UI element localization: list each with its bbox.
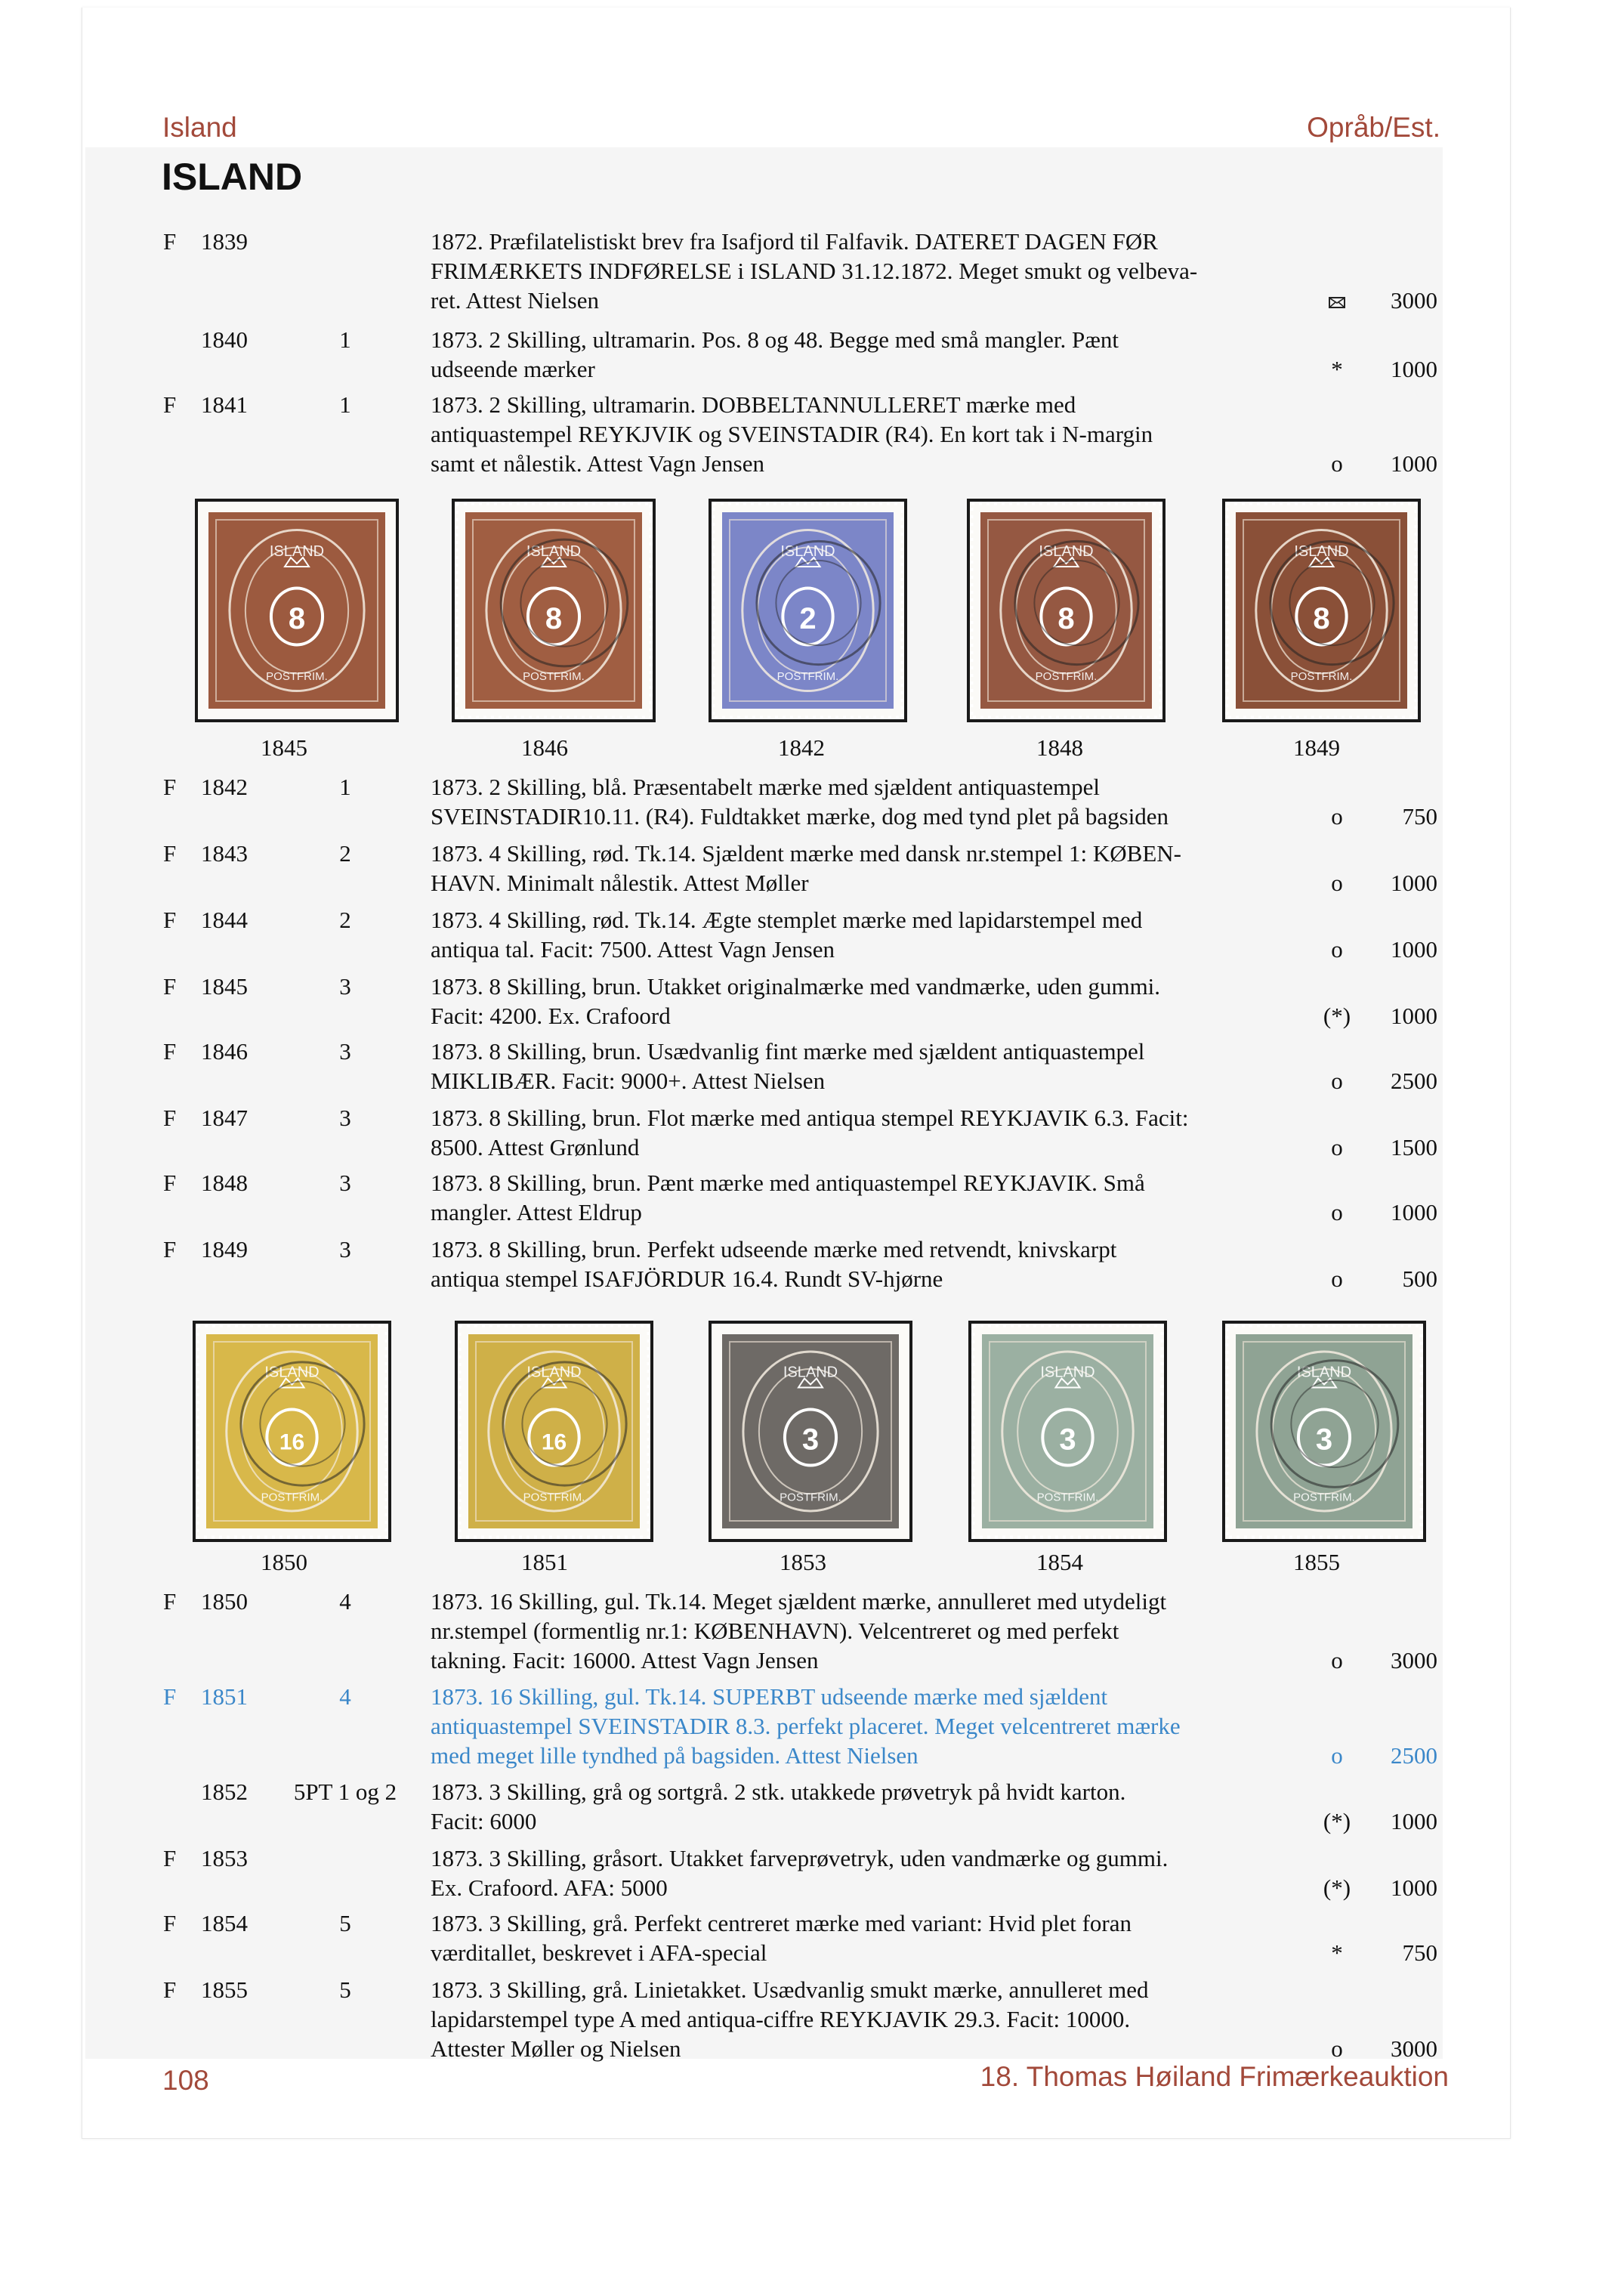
condition-symbol: o <box>1331 936 1343 963</box>
lot-number: 1845 <box>201 973 248 1000</box>
svg-text:ISLAND: ISLAND <box>1296 1364 1352 1381</box>
svg-text:POSTFRIM.: POSTFRIM. <box>776 670 839 683</box>
stamp-photo-caption: 1842 <box>778 734 825 761</box>
lot-photo-flag: F <box>163 1976 177 2003</box>
description-line: antiquastempel REYKJVIK og SVEINSTADIR (R4). En kort tak i N-margin <box>431 421 1153 447</box>
description-line: Facit: 6000 <box>431 1808 537 1834</box>
stamp-photo-caption: 1855 <box>1293 1549 1340 1575</box>
catalogue-number: 2 <box>339 840 351 867</box>
condition-symbol: o <box>1331 1134 1343 1160</box>
svg-text:ISLAND: ISLAND <box>264 1364 320 1381</box>
svg-text:8: 8 <box>288 602 306 635</box>
lot-photo-flag: F <box>163 907 177 933</box>
condition-symbol: o <box>1331 450 1343 477</box>
lot-number: 1844 <box>201 907 248 933</box>
lot-photo-flag: F <box>163 1910 177 1936</box>
catalogue-number: 3 <box>339 1105 351 1131</box>
lot-number: 1841 <box>201 391 248 418</box>
lot-photo-flag: F <box>163 1683 177 1710</box>
description-line: lapidarstempel type A med antiqua-ciffre REYKJAVIK 29.3. Facit: 10000. <box>431 2006 1131 2032</box>
catalogue-number: 4 <box>339 1683 351 1710</box>
description-line: samt et nålestik. Attest Vagn Jensen <box>431 450 764 477</box>
catalogue-number: 5 <box>339 1910 351 1936</box>
svg-text:16: 16 <box>541 1429 567 1455</box>
catalogue-number: 3 <box>339 1038 351 1065</box>
lot-number: 1852 <box>201 1778 248 1805</box>
description-line: 1873. 2 Skilling, ultramarin. DOBBELTANNULLERET mærke med <box>431 391 1076 418</box>
lot-description <box>431 1587 1322 1675</box>
lot-number: 1843 <box>201 840 248 867</box>
stamp-photo-caption: 1853 <box>780 1549 826 1575</box>
svg-text:POSTFRIM.: POSTFRIM. <box>1036 1491 1099 1504</box>
svg-text:POSTFRIM.: POSTFRIM. <box>1293 1491 1355 1504</box>
stamp-photo-caption: 1845 <box>261 734 307 761</box>
svg-text:POSTFRIM.: POSTFRIM. <box>523 1491 585 1504</box>
lot-description <box>431 1168 1322 1227</box>
stamp-photo-caption: 1846 <box>521 734 568 761</box>
estimate-price: 500 <box>1402 1265 1437 1292</box>
description-line: 1873. 16 Skilling, gul. Tk.14. Meget sjældent mærke, annulleret med utydeligt <box>431 1588 1167 1615</box>
description-line: 1873. 8 Skilling, brun. Utakket originalmærke med vandmærke, uden gummi. <box>431 973 1161 1000</box>
description-line: HAVN. Minimalt nålestik. Attest Møller <box>431 870 809 896</box>
estimate-price: 1000 <box>1391 1874 1437 1901</box>
estimate-price: 750 <box>1402 1939 1437 1966</box>
svg-text:ISLAND: ISLAND <box>780 543 835 560</box>
envelope-icon <box>1329 297 1345 308</box>
description-line: 1873. 3 Skilling, grå og sortgrå. 2 stk. utakkede prøvetryk på hvidt karton. <box>431 1778 1126 1805</box>
condition-symbol: o <box>1331 803 1343 830</box>
lot-number: 1840 <box>201 326 248 353</box>
lot-description <box>431 972 1322 1031</box>
lot-photo-flag: F <box>163 840 177 867</box>
page-number: 108 <box>162 2065 209 2096</box>
catalogue-number: 3 <box>339 973 351 1000</box>
description-line: 1873. 3 Skilling, gråsort. Utakket farveprøvetryk, uden vandmærke og gummi. <box>431 1845 1169 1871</box>
description-line: takning. Facit: 16000. Attest Vagn Jensen <box>431 1647 819 1673</box>
catalogue-number: 5 <box>339 1976 351 2003</box>
svg-text:ISLAND: ISLAND <box>526 543 582 560</box>
lot-number: 1839 <box>201 228 248 255</box>
description-line: antiqua tal. Facit: 7500. Attest Vagn Jensen <box>431 936 835 963</box>
lot-photo-flag: F <box>163 1105 177 1131</box>
estimate-price: 1000 <box>1391 450 1437 477</box>
lot-number: 1842 <box>201 774 248 800</box>
description-line: MIKLIBÆR. Facit: 9000+. Attest Nielsen <box>431 1068 826 1094</box>
description-line: 1873. 8 Skilling, brun. Pænt mærke med antiquastempel REYKJAVIK. Små <box>431 1170 1145 1196</box>
description-line: 1873. 4 Skilling, rød. Tk.14. Sjældent mærke med dansk nr.stempel 1: KØBEN- <box>431 840 1181 867</box>
description-line: mangler. Attest Eldrup <box>431 1199 642 1225</box>
catalogue-number: 3 <box>339 1170 351 1196</box>
condition-symbol: (*) <box>1323 1003 1351 1029</box>
description-line: antiqua stempel ISAFJÖRDUR 16.4. Rundt SV-hjørne <box>431 1265 943 1292</box>
condition-symbol: o <box>1331 2035 1343 2062</box>
lot-photo-flag: F <box>163 391 177 418</box>
condition-symbol <box>1299 286 1375 315</box>
svg-text:POSTFRIM.: POSTFRIM. <box>266 670 328 683</box>
catalogue-number: 1 <box>339 391 351 418</box>
stamp-photo-1848 <box>967 499 1166 722</box>
description-line: 1873. 2 Skilling, blå. Præsentabelt mærke med sjældent antiquastempel <box>431 774 1100 800</box>
lot-number: 1851 <box>201 1683 248 1710</box>
description-line: FRIMÆRKETS INDFØRELSE i ISLAND 31.12.1872. Meget smukt og velbeva- <box>431 258 1198 284</box>
lot-description <box>431 1103 1322 1162</box>
stamp-photo-1846 <box>452 499 656 722</box>
stamp-photo-caption: 1851 <box>521 1549 568 1575</box>
estimate-price: 1000 <box>1391 1199 1437 1225</box>
svg-text:POSTFRIM.: POSTFRIM. <box>261 1491 323 1504</box>
svg-text:POSTFRIM.: POSTFRIM. <box>780 1491 841 1504</box>
svg-text:ISLAND: ISLAND <box>526 1364 582 1381</box>
description-line: Attester Møller og Nielsen <box>431 2035 681 2062</box>
catalogue-number: 1 <box>339 774 351 800</box>
catalogue-number: 3 <box>339 1236 351 1262</box>
description-line: 1873. 8 Skilling, brun. Usædvanlig fint mærke med sjældent antiquastempel <box>431 1038 1145 1065</box>
lot-number: 1848 <box>201 1170 248 1196</box>
estimate-price: 3000 <box>1391 287 1437 314</box>
svg-text:POSTFRIM.: POSTFRIM. <box>1035 670 1098 683</box>
lot-description <box>431 905 1322 964</box>
svg-text:2: 2 <box>799 602 817 635</box>
description-line: antiquastempel SVEINSTADIR 8.3. perfekt placeret. Meget velcentreret mærke <box>431 1713 1181 1739</box>
estimate-price: 3000 <box>1391 2035 1437 2062</box>
svg-text:POSTFRIM.: POSTFRIM. <box>1290 670 1353 683</box>
condition-symbol: o <box>1331 1742 1343 1769</box>
description-line: 1873. 16 Skilling, gul. Tk.14. SUPERBT udseende mærke med sjældent <box>431 1683 1108 1710</box>
catalogue-number: 1 <box>339 326 351 353</box>
estimate-price: 1500 <box>1391 1134 1437 1160</box>
svg-text:8: 8 <box>545 602 563 635</box>
description-line: 1872. Præfilatelistiskt brev fra Isafjord til Falfavik. DATERET DAGEN FØR <box>431 228 1158 255</box>
lot-photo-flag: F <box>163 1170 177 1196</box>
lot-number: 1846 <box>201 1038 248 1065</box>
lot-description <box>431 1037 1322 1096</box>
lot-description <box>431 1843 1322 1902</box>
stamp-photo-1850 <box>193 1321 391 1542</box>
svg-text:POSTFRIM.: POSTFRIM. <box>523 670 585 683</box>
svg-text:ISLAND: ISLAND <box>1039 543 1094 560</box>
description-line: ret. Attest Nielsen <box>431 287 599 314</box>
estimate-price: 3000 <box>1391 1647 1437 1673</box>
svg-text:ISLAND: ISLAND <box>269 543 325 560</box>
condition-symbol: (*) <box>1323 1808 1351 1834</box>
lot-photo-flag: F <box>163 1588 177 1615</box>
svg-text:ISLAND: ISLAND <box>1294 543 1349 560</box>
description-line: 8500. Attest Grønlund <box>431 1134 640 1160</box>
lot-number: 1854 <box>201 1910 248 1936</box>
estimate-price: 1000 <box>1391 1003 1437 1029</box>
stamp-photo-1845 <box>195 499 399 722</box>
svg-text:ISLAND: ISLAND <box>783 1364 838 1381</box>
lot-number: 1849 <box>201 1236 248 1262</box>
svg-text:3: 3 <box>1315 1423 1333 1457</box>
condition-symbol: * <box>1331 356 1343 382</box>
lot-number: 1847 <box>201 1105 248 1131</box>
svg-text:8: 8 <box>1057 602 1075 635</box>
description-line: 1873. 3 Skilling, grå. Perfekt centreret mærke med variant: Hvid plet foran <box>431 1910 1132 1936</box>
stamp-photo-1842 <box>709 499 907 722</box>
condition-symbol: o <box>1331 1647 1343 1673</box>
auction-name: 18. Thomas Høiland Frimærkeauktion <box>980 2061 1449 2092</box>
estimate-price: 1000 <box>1391 356 1437 382</box>
lot-description <box>431 325 1322 384</box>
lot-description <box>431 1908 1322 1967</box>
estimate-price: 1000 <box>1391 936 1437 963</box>
estimate-price: 2500 <box>1391 1742 1437 1769</box>
stamp-photo-caption: 1849 <box>1293 734 1340 761</box>
running-header-price-label: Opråb/Est. <box>1307 112 1440 143</box>
stamp-photo-1853 <box>709 1321 912 1542</box>
description-line: Ex. Crafoord. AFA: 5000 <box>431 1874 668 1901</box>
description-line: med meget lille tyndhed på bagsiden. Attest Nielsen <box>431 1742 919 1769</box>
description-line: værditallet, beskrevet i AFA-special <box>431 1939 767 1966</box>
lot-photo-flag: F <box>163 1038 177 1065</box>
stamp-photo-1855 <box>1222 1321 1426 1542</box>
lot-number: 1850 <box>201 1588 248 1615</box>
stamp-photo-caption: 1854 <box>1036 1549 1083 1575</box>
description-line: SVEINSTADIR10.11. (R4). Fuldtakket mærke, dog med tynd plet på bagsiden <box>431 803 1169 830</box>
stamp-photo-caption: 1850 <box>261 1549 307 1575</box>
lot-description <box>431 1975 1322 2063</box>
catalogue-number: 2 <box>339 907 351 933</box>
description-line: 1873. 3 Skilling, grå. Linietakket. Usædvanlig smukt mærke, annulleret med <box>431 1976 1149 2003</box>
description-line: 1873. 2 Skilling, ultramarin. Pos. 8 og 48. Begge med små mangler. Pænt <box>431 326 1119 353</box>
description-line: Facit: 4200. Ex. Crafoord <box>431 1003 671 1029</box>
estimate-price: 1000 <box>1391 1808 1437 1834</box>
lot-number: 1853 <box>201 1845 248 1871</box>
svg-text:3: 3 <box>1059 1423 1076 1457</box>
lot-description <box>431 227 1322 315</box>
lot-photo-flag: F <box>163 228 177 255</box>
description-line: 1873. 8 Skilling, brun. Perfekt udseende mærke med retvendt, knivskarpt <box>431 1236 1117 1262</box>
lot-photo-flag: F <box>163 973 177 1000</box>
condition-symbol: o <box>1331 1068 1343 1094</box>
description-line: 1873. 4 Skilling, rød. Tk.14. Ægte stemplet mærke med lapidarstempel med <box>431 907 1143 933</box>
running-header-country: Island <box>162 112 237 143</box>
description-line: 1873. 8 Skilling, brun. Flot mærke med antiqua stempel REYKJAVIK 6.3. Facit: <box>431 1105 1189 1131</box>
svg-text:ISLAND: ISLAND <box>1040 1364 1095 1381</box>
lot-description <box>431 772 1322 831</box>
svg-text:8: 8 <box>1313 602 1330 635</box>
lot-description <box>431 1682 1322 1770</box>
condition-symbol: o <box>1331 1265 1343 1292</box>
condition-symbol: (*) <box>1323 1874 1351 1901</box>
lot-description <box>431 390 1322 478</box>
stamp-photo-caption: 1848 <box>1036 734 1083 761</box>
lot-number: 1855 <box>201 1976 248 2003</box>
section-title: ISLAND <box>162 156 303 198</box>
catalogue-number: 5PT 1 og 2 <box>293 1778 397 1805</box>
catalogue-number: 4 <box>339 1588 351 1615</box>
stamp-photo-1849 <box>1222 499 1421 722</box>
svg-text:3: 3 <box>801 1423 820 1457</box>
lot-photo-flag: F <box>163 774 177 800</box>
estimate-price: 750 <box>1402 803 1437 830</box>
condition-symbol: * <box>1331 1939 1343 1966</box>
lot-description <box>431 839 1322 898</box>
stamp-photo-1854 <box>968 1321 1167 1542</box>
description-line: nr.stempel (formentlig nr.1: KØBENHAVN). Velcentreret og med perfekt <box>431 1618 1119 1644</box>
stamp-photo-1851 <box>455 1321 653 1542</box>
svg-text:16: 16 <box>279 1429 305 1455</box>
estimate-price: 1000 <box>1391 870 1437 896</box>
lot-description <box>431 1235 1322 1293</box>
condition-symbol: o <box>1331 1199 1343 1225</box>
estimate-price: 2500 <box>1391 1068 1437 1094</box>
lot-description <box>431 1777 1322 1836</box>
description-line: udseende mærker <box>431 356 595 382</box>
lot-photo-flag: F <box>163 1845 177 1871</box>
condition-symbol: o <box>1331 870 1343 896</box>
lot-photo-flag: F <box>163 1236 177 1262</box>
